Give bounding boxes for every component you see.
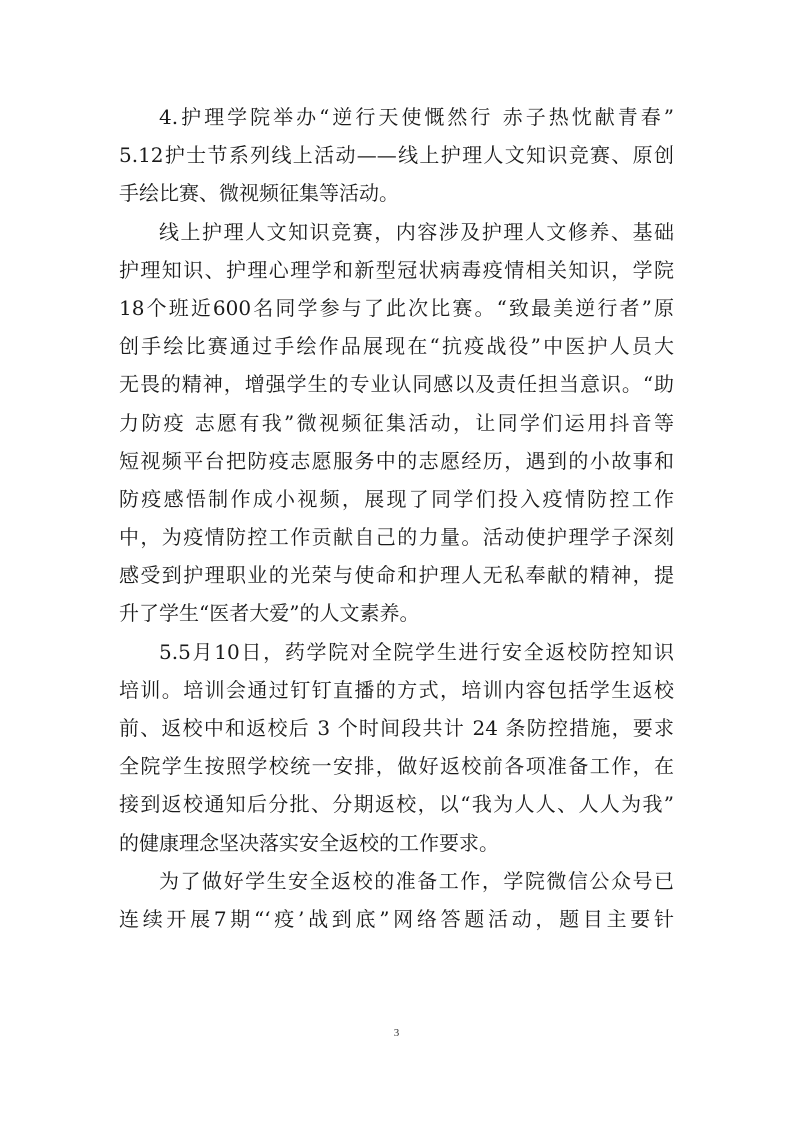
text-line: 为了做好学生安全返校的准备工作，学院微信公众号已 (159, 868, 674, 893)
text-line: 5.5月10日，药学院对全院学生进行安全返校防控知识 (159, 639, 674, 664)
document-body (119, 98, 674, 938)
text-line: 的健康理念坚决落实安全返校的工作要求。 (119, 830, 499, 855)
text-line: 中，为疫情防控工作贡献自己的力量。活动使护理学子深刻 (119, 525, 674, 550)
text-line: 感受到护理职业的光荣与使命和护理人无私奉献的精神，提 (119, 563, 674, 588)
text-line: 升了学生“医者大爱”的人文素养。 (119, 601, 420, 626)
text-line: 前、返校中和返校后 3 个时间段共计 24 条防控措施，要求 (119, 716, 674, 740)
text-line: 防疫感悟制作成小视频，展现了同学们投入疫情防控工作 (119, 486, 674, 511)
paragraph-nursing-activities (119, 98, 674, 213)
paragraph-online-quiz (119, 862, 674, 938)
paragraph-knowledge-contest (119, 213, 674, 633)
text-line: 无畏的精神，增强学生的专业认同感以及责任担当意识。“助 (119, 372, 674, 397)
text-line: 培训。培训会通过钉钉直播的方式，培训内容包括学生返校 (119, 677, 674, 702)
text-line: 连续开展7期“‘疫’战到底”网络答题活动，题目主要针 (119, 906, 674, 931)
page-number: 3 (393, 1027, 400, 1039)
text-line: 线上护理人文知识竞赛，内容涉及护理人文修养、基础 (159, 219, 674, 244)
text-line: 创手绘比赛通过手绘作品展现在“抗疫战役”中医护人员大 (119, 334, 674, 359)
text-line: 短视频平台把防疫志愿服务中的志愿经历，遇到的小故事和 (119, 448, 674, 473)
text-line: 5.12护士节系列线上活动——线上护理人文知识竞赛、原创 (119, 143, 674, 168)
text-line: 18个班近600名同学参与了此次比赛。“致最美逆行者”原 (119, 295, 674, 320)
text-line: 护理知识、护理心理学和新型冠状病毒疫情相关知识，学院 (119, 257, 674, 282)
text-line: 力防疫 志愿有我”微视频征集活动，让同学们运用抖音等 (119, 410, 674, 435)
paragraph-pharmacy-training (119, 633, 674, 862)
text-line: 手绘比赛、微视频征集等活动。 (119, 181, 399, 206)
text-line: 全院学生按照学校统一安排，做好返校前各项准备工作，在 (119, 754, 674, 779)
text-line: 接到返校通知后分批、分期返校，以“我为人人、人人为我” (119, 792, 674, 817)
text-line: 4.护理学院举办“逆行天使慨然行 赤子热忱献青春” (159, 105, 674, 129)
